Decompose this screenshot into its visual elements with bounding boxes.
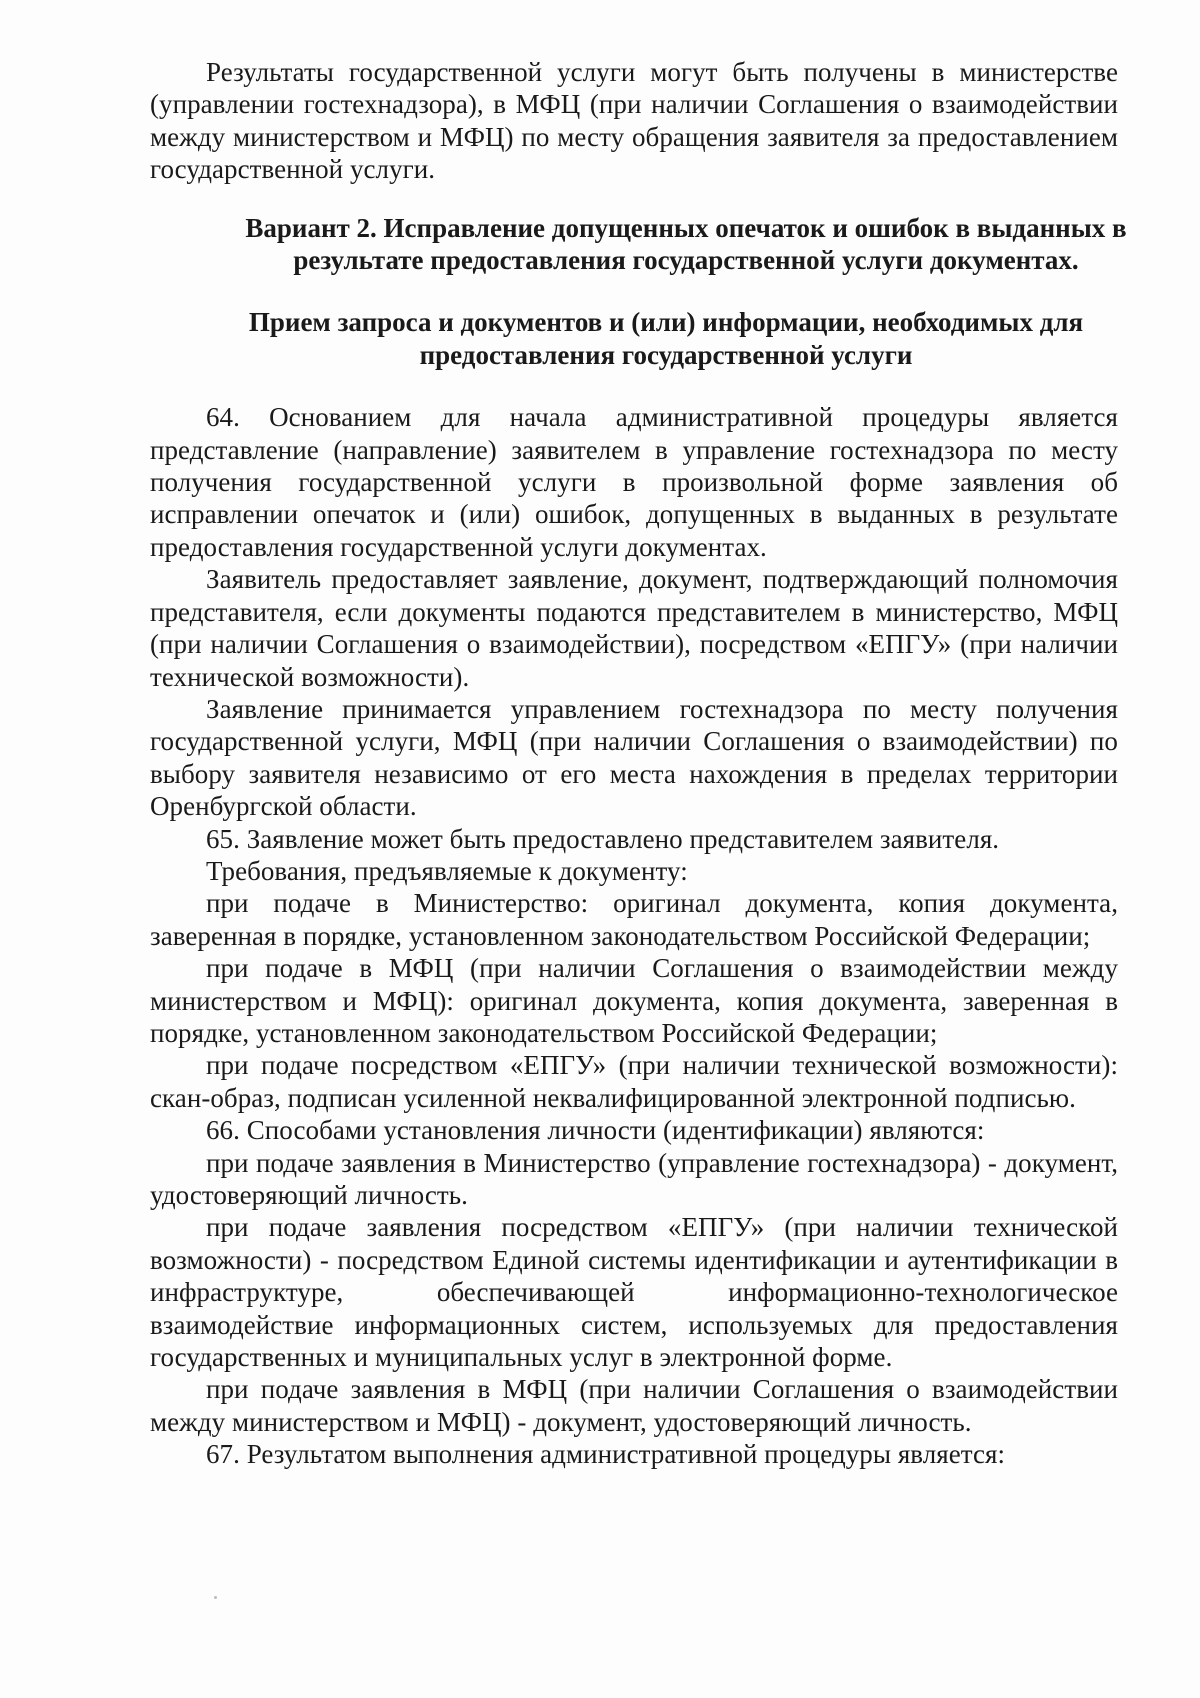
variant-heading: Вариант 2. Исправление допущенных опечаток и ошибок в выданных в результате предоставления государственной услуги документах.	[245, 212, 1127, 276]
scan-speck	[214, 1596, 217, 1599]
paragraph-mfc-submission: при подаче в МФЦ (при наличии Соглашения о взаимодействии между министерством и МФЦ): оригинал документа, копия документа, заверенная в порядке, установленном законодательством Российской Федерации;	[150, 953, 1118, 1048]
intro-paragraph: Результаты государственной услуги могут быть получены в министерстве (управлении гостехнадзора), в МФЦ (при наличии Соглашения о взаимодействии между министерством и МФЦ) по месту обращения заявителя за предоставлением государственной услуги.	[150, 57, 1118, 185]
paragraph-identification-epgu: при подаче заявления посредством «ЕПГУ» (при наличии технической возможности) - посредством Единой системы идентификации и аутентификации в инфраструктуре, обеспечивающей информационно-технологическое взаимодействие информационных систем, используемых для предоставления государственных и муниципальных услуг в электронной форме.	[150, 1212, 1118, 1373]
document-body	[150, 56, 1127, 1471]
section-gap	[150, 371, 1118, 401]
paragraph-application-accepted: Заявление принимается управлением гостехнадзора по месту получения государственной услуги, МФЦ (при наличии Соглашения о взаимодействии) по выбору заявителя независимо от его места нахождения в пределах территории Оренбургской области.	[150, 693, 1118, 822]
paragraph-epgu-submission: при подаче посредством «ЕПГУ» (при наличии технической возможности): скан-образ, подписан усиленной неквалифицированной электронной подписью.	[150, 1050, 1118, 1113]
paragraph-identification-ministry: при подаче заявления в Министерство (управление гостехнадзора) - документ, удостоверяющий личность.	[150, 1147, 1118, 1210]
paragraph-64: 64. Основанием для начала административной процедуры является представление (направление) заявителем в управление гостехнадзора по месту получения государственной услуги в произвольной форме заявления об исправлении опечаток и (или) ошибок, допущенных в выданных в результате предоставления государственной услуги документах.	[150, 402, 1118, 562]
paragraph-applicant-submits: Заявитель предоставляет заявление, документ, подтверждающий полномочия представителя, если документы подаются представителем в министерство, МФЦ (при наличии Соглашения о взаимодействии), посредством «ЕПГУ» (при наличии технической возможности).	[150, 564, 1118, 692]
paragraph-identification-mfc: при подаче заявления в МФЦ (при наличии Соглашения о взаимодействии между министерством и МФЦ) - документ, удостоверяющий личность.	[150, 1374, 1118, 1437]
section-heading: Прием запроса и документов и (или) информации, необходимых для предоставления государственной услуги	[248, 307, 1084, 370]
paragraph-67: 67. Результатом выполнения административной процедуры является:	[206, 1439, 1006, 1470]
paragraph-requirements: Требования, предъявляемые к документу:	[206, 855, 688, 886]
paragraph-66: 66. Способами установления личности (идентификации) являются:	[206, 1115, 985, 1146]
paragraph-65: 65. Заявление может быть предоставлено представителем заявителя.	[206, 823, 1000, 854]
paragraph-ministry-submission: при подаче в Министерство: оригинал документа, копия документа, заверенная в порядке, установленном законодательством Российской Федерации;	[150, 888, 1118, 951]
